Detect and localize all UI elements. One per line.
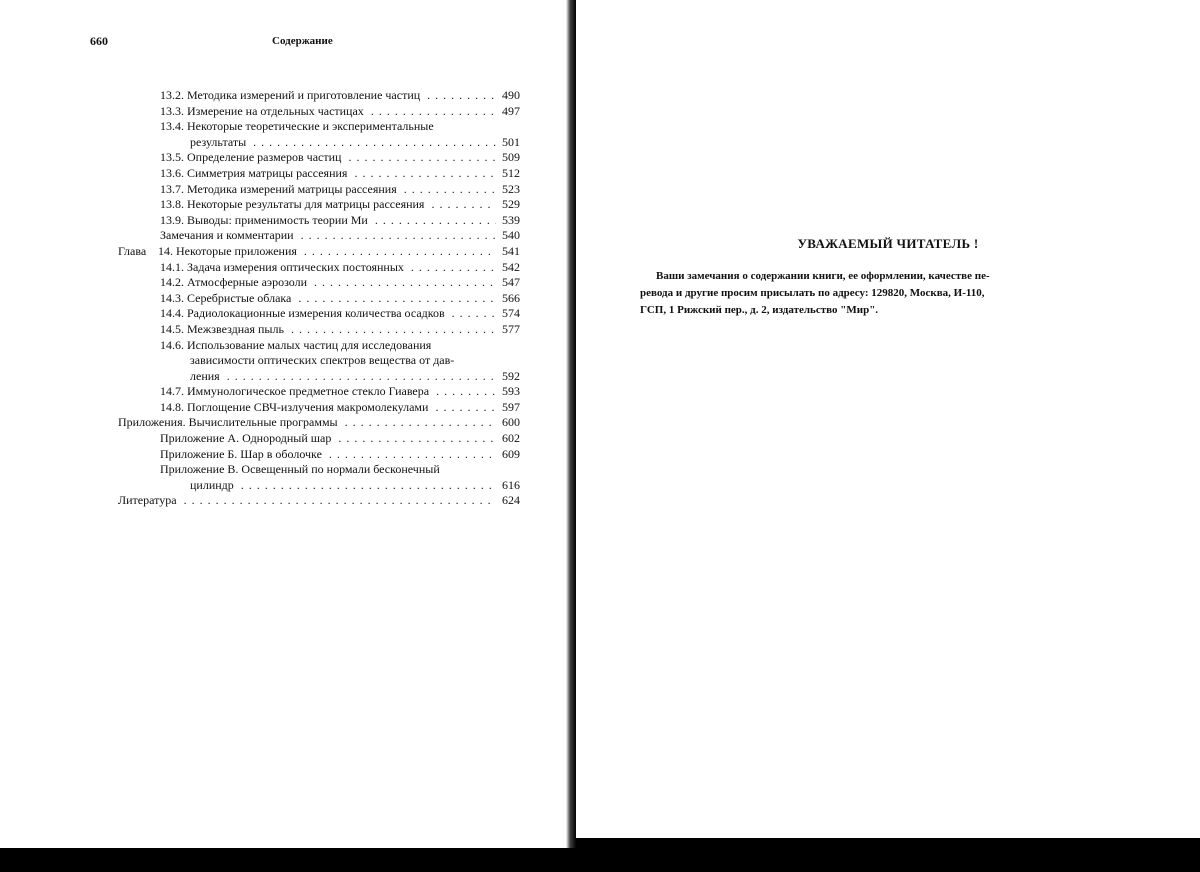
toc-entry-title: 13.5. Определение размеров частиц bbox=[160, 150, 344, 164]
left-page bbox=[0, 0, 566, 848]
toc-page-number: 624 bbox=[502, 493, 520, 508]
toc-page-number: 600 bbox=[502, 415, 520, 430]
toc-row bbox=[0, 322, 566, 338]
toc-row bbox=[0, 197, 566, 213]
notice-line: ГСП, 1 Рижский пер., д. 2, издательство "Мир". bbox=[640, 304, 879, 316]
notice-body bbox=[640, 268, 1040, 319]
toc-page-number: 566 bbox=[502, 290, 520, 305]
toc-row bbox=[0, 415, 566, 431]
toc-row bbox=[0, 431, 566, 447]
notice-line: ревода и другие просим присылать по адресу: 129820, Москва, И-110, bbox=[640, 287, 985, 299]
book-gutter bbox=[566, 0, 576, 848]
toc-entry-text-wrap bbox=[190, 369, 496, 385]
toc-entry-text-wrap bbox=[160, 104, 496, 120]
toc-entry-title: 14.8. Поглощение СВЧ-излучения макромолекулами bbox=[160, 400, 431, 414]
toc-entry-text-wrap bbox=[190, 135, 496, 151]
toc-entry-text-wrap bbox=[160, 213, 496, 229]
toc-entry-title: цилиндр bbox=[190, 478, 237, 492]
toc-entry-title: Литература bbox=[118, 493, 180, 507]
running-head: Содержание bbox=[272, 35, 333, 47]
toc-page-number: 490 bbox=[502, 88, 520, 102]
toc-page-number: 577 bbox=[502, 321, 520, 336]
right-page bbox=[576, 0, 1200, 838]
toc-entry-title: 14.6. Использование малых частиц для исследования bbox=[160, 338, 434, 352]
toc-page-number: 602 bbox=[502, 431, 520, 446]
page-number: 660 bbox=[90, 34, 108, 48]
toc-entry-text-wrap bbox=[160, 291, 496, 307]
toc-row bbox=[0, 244, 566, 260]
toc-entry-text-wrap bbox=[160, 166, 496, 182]
toc-page-number: 574 bbox=[502, 306, 520, 321]
toc-entry-title: ления bbox=[190, 369, 223, 383]
toc-row bbox=[0, 275, 566, 291]
toc-page-number: 547 bbox=[502, 275, 520, 290]
toc-page-number: 512 bbox=[502, 165, 520, 180]
toc-entry-text-wrap bbox=[160, 260, 496, 276]
toc-row bbox=[0, 353, 566, 369]
toc-entry-title: Приложение А. Однородный шар bbox=[160, 431, 334, 445]
toc-row bbox=[0, 166, 566, 182]
toc-page-number: 542 bbox=[502, 259, 520, 274]
toc-page-number: 501 bbox=[502, 134, 520, 149]
toc-entry-text-wrap bbox=[160, 88, 496, 104]
toc-entry-text-wrap bbox=[160, 306, 496, 322]
toc-row bbox=[0, 150, 566, 166]
toc-entry-title: 13.6. Симметрия матрицы рассеяния bbox=[160, 166, 350, 180]
toc-row bbox=[0, 88, 566, 104]
toc-entry-text-wrap bbox=[160, 228, 496, 244]
toc-row bbox=[0, 384, 566, 400]
toc-row bbox=[0, 135, 566, 151]
toc-entry-title: 14.2. Атмосферные аэрозоли bbox=[160, 275, 310, 289]
toc-row bbox=[0, 104, 566, 120]
toc-entry-title: Приложения. Вычислительные программы bbox=[118, 415, 341, 429]
toc-page-number: 616 bbox=[502, 477, 520, 492]
toc-entry-title: 14.3. Серебристые облака bbox=[160, 291, 294, 305]
toc-row bbox=[0, 291, 566, 307]
toc-entry-title: 14.1. Задача измерения оптических постоянных bbox=[160, 260, 407, 274]
toc-row bbox=[0, 260, 566, 276]
toc-page-number: 592 bbox=[502, 368, 520, 383]
table-of-contents bbox=[0, 88, 566, 509]
toc-entry-title: 14.7. Иммунологическое предметное стекло Гиавера bbox=[160, 384, 432, 398]
toc-row bbox=[0, 369, 566, 385]
toc-entry-title: зависимости оптических спектров вещества от дав- bbox=[190, 353, 457, 367]
toc-entry-text-wrap bbox=[160, 462, 500, 478]
toc-entry-text-wrap bbox=[160, 338, 500, 354]
toc-entry-text-wrap bbox=[160, 431, 496, 447]
toc-page-number: 609 bbox=[502, 446, 520, 461]
toc-row bbox=[0, 119, 566, 135]
toc-entry-text-wrap bbox=[158, 244, 496, 260]
toc-entry-title: Приложение В. Освещенный по нормали бесконечный bbox=[160, 462, 443, 476]
toc-entry-title: 13.2. Методика измерений и приготовление частиц bbox=[160, 88, 423, 102]
toc-entry-title: 13.3. Измерение на отдельных частицах bbox=[160, 104, 367, 118]
toc-entry-text-wrap bbox=[160, 384, 496, 400]
toc-entry-text-wrap bbox=[118, 415, 496, 431]
notice-line: Ваши замечания о содержании книги, ее оформлении, качестве пе- bbox=[656, 270, 990, 282]
toc-entry-text-wrap bbox=[118, 493, 496, 509]
toc-row bbox=[0, 462, 566, 478]
toc-entry-text-wrap bbox=[160, 150, 496, 166]
toc-entry-title: 14. Некоторые приложения bbox=[158, 244, 300, 258]
toc-row bbox=[0, 306, 566, 322]
toc-page-number: 541 bbox=[502, 243, 520, 258]
toc-page-number: 529 bbox=[502, 197, 520, 212]
toc-page-number: 593 bbox=[502, 384, 520, 399]
toc-entry-title: 14.4. Радиолокационные измерения количества осадков bbox=[160, 306, 448, 320]
toc-entry-title: 13.9. Выводы: применимость теории Ми bbox=[160, 213, 371, 227]
toc-page-number: 597 bbox=[502, 399, 520, 414]
toc-row bbox=[0, 228, 566, 244]
toc-entry-title: Приложение Б. Шар в оболочке bbox=[160, 447, 325, 461]
toc-chapter-prefix: Глава bbox=[118, 243, 147, 258]
toc-page-number: 497 bbox=[502, 103, 520, 118]
toc-row bbox=[0, 338, 566, 354]
toc-entry-title: результаты bbox=[190, 135, 249, 149]
toc-row bbox=[0, 478, 566, 494]
toc-entry-text-wrap bbox=[160, 322, 496, 338]
toc-entry-title: 13.4. Некоторые теоретические и экспериментальные bbox=[160, 119, 437, 133]
toc-entry-title: 13.8. Некоторые результаты для матрицы рассеяния bbox=[160, 197, 427, 211]
toc-page-number: 540 bbox=[502, 228, 520, 243]
toc-entry-text-wrap bbox=[160, 119, 500, 135]
toc-row bbox=[0, 213, 566, 229]
toc-row bbox=[0, 493, 566, 509]
toc-row bbox=[0, 182, 566, 198]
toc-entry-text-wrap bbox=[190, 353, 500, 369]
toc-entry-text-wrap bbox=[160, 197, 496, 213]
toc-entry-title: 13.7. Методика измерений матрицы рассеяния bbox=[160, 182, 400, 196]
toc-entry-title: Замечания и комментарии bbox=[160, 228, 297, 242]
toc-page-number: 523 bbox=[502, 181, 520, 196]
toc-entry-text-wrap bbox=[160, 447, 496, 463]
toc-entry-text-wrap bbox=[160, 182, 496, 198]
toc-page-number: 539 bbox=[502, 212, 520, 227]
toc-entry-text-wrap bbox=[190, 478, 496, 494]
toc-row bbox=[0, 400, 566, 416]
toc-entry-text-wrap bbox=[160, 275, 496, 291]
toc-entry-title: 14.5. Межзвездная пыль bbox=[160, 322, 287, 336]
toc-row bbox=[0, 447, 566, 463]
notice-title: УВАЖАЕМЫЙ ЧИТАТЕЛЬ ! bbox=[797, 236, 979, 251]
toc-page-number: 509 bbox=[502, 150, 520, 165]
toc-entry-text-wrap bbox=[160, 400, 496, 416]
